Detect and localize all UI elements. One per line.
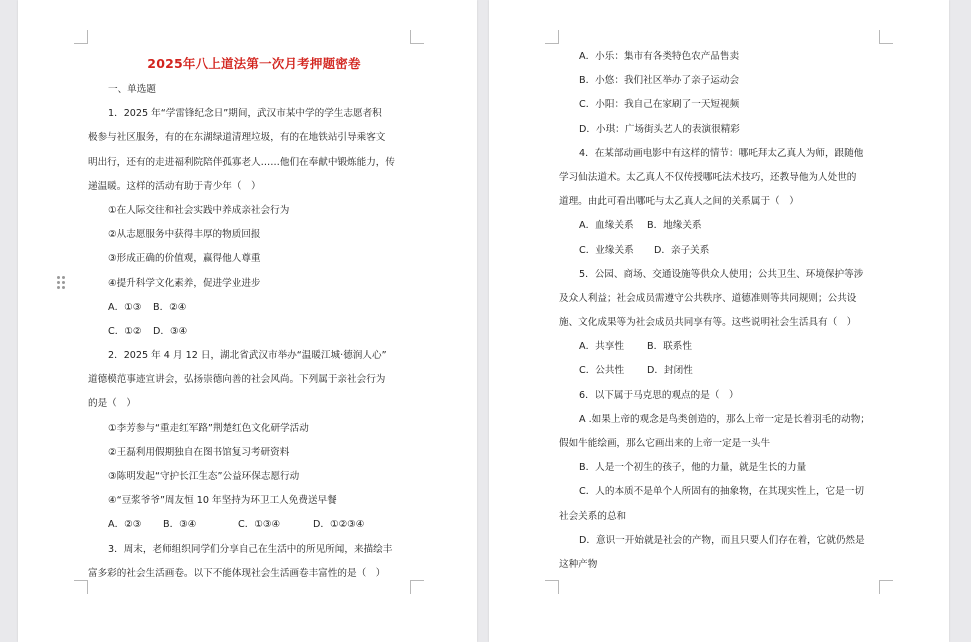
option-a: A．小乐：集市有各类特色农产品售卖 (579, 51, 740, 62)
question-1-statement: ②从志愿服务中获得丰厚的物质回报 (108, 229, 261, 241)
question-6-stem: 6．以下属于马克思的观点的是（ ） (579, 389, 739, 401)
question-1-statement: ④提升科学文化素养，促进学业进步 (108, 277, 261, 289)
option-c: C．业缘关系 (579, 244, 634, 256)
question-2-stem-line: 的是（ ） (88, 398, 136, 410)
page-2-content[interactable] (559, 45, 891, 577)
question-1-stem-line: 极参与社区服务，有的在东湖绿道清理垃圾，有的在地铁站引导乘客文 (88, 132, 386, 144)
drag-handle-icon[interactable] (57, 276, 65, 290)
question-2-options-row (88, 513, 420, 537)
question-4-options-row (559, 214, 891, 238)
document-page-2 (489, 0, 949, 642)
question-5-options-row (559, 335, 891, 359)
margin-corner-bottom-left (545, 580, 559, 594)
question-2-statement: ③陈明发起“守护长江生态”公益环保志愿行动 (108, 471, 300, 482)
question-2 (88, 344, 420, 538)
option-b: B．地缘关系 (647, 220, 702, 232)
option-d: D．意识一开始就是社会的产物，而且只要人们存在着，它就仍然是 (579, 534, 865, 546)
question-2-stem-line: 道德模范事迹宣讲会，弘扬崇德向善的社会风尚。下列属于亲社会行为 (88, 374, 386, 386)
question-2-statement: ②王磊利用假期独自在图书馆复习考研资料 (108, 446, 290, 458)
margin-corner-top-left (74, 30, 88, 44)
question-3 (88, 538, 420, 586)
question-1-stem-line: 递温暖。这样的活动有助于青少年（ ） (88, 180, 261, 192)
option-a-continued: 假如牛能绘画，那么它画出来的上帝一定是一头牛 (559, 438, 771, 449)
option-b: B．小悠：我们社区举办了亲子运动会 (579, 75, 740, 87)
question-5-options-row (559, 359, 891, 383)
option-c: C．小阳：我自己在家刷了一天短视频 (579, 99, 740, 111)
question-2-statement: ④“豆浆爷爷”周友恒 10 年坚持为环卫工人免费送早餐 (108, 495, 337, 507)
option-d: D．③④ (153, 325, 188, 337)
question-5-stem-line: 及众人利益；社会成员需遵守公共秩序、道德准则等共同规则；公共设 (559, 292, 857, 304)
section-heading: 一、单选题 (108, 84, 156, 95)
question-3-stem-line: 富多彩的社会生活画卷。以下不能体现社会生活画卷丰富性的是（ ） (88, 567, 386, 579)
option-c-continued: 社会关系的总和 (559, 510, 627, 522)
question-5-stem-line: 5．公园、商场、交通设施等供众人使用；公共卫生、环境保护等涉 (579, 268, 864, 280)
option-c: C．公共性 (579, 365, 625, 377)
option-d-continued: 这种产物 (559, 558, 598, 570)
option-a: A．①③ (108, 301, 142, 313)
document-page-1 (18, 0, 477, 642)
question-1-stem-line: 明出行，还有的走进福利院陪伴孤寡老人……他们在奉献中锻炼能力，传 (88, 156, 395, 168)
margin-corner-top-right (410, 30, 424, 44)
question-2-stem-line: 2．2025 年 4 月 12 日，湖北省武汉市举办“温暖江城·德润人心” (108, 350, 387, 362)
question-6 (559, 384, 891, 578)
option-c: C．人的本质不是单个人所固有的抽象物，在其现实性上，它是一切 (579, 486, 864, 498)
question-4-stem-line: 4．在某部动画电影中有这样的情节：哪吒拜太乙真人为师，跟随他 (579, 147, 864, 159)
option-b: B．人是一个初生的孩子，他的力量，就是生长的力量 (579, 462, 807, 474)
margin-corner-bottom-right (879, 580, 893, 594)
margin-corner-top-right (879, 30, 893, 44)
question-2-statement: ①李芳参与“重走红军路”荆楚红色文化研学活动 (108, 422, 309, 434)
question-1-statement: ③形成正确的价值观，赢得他人尊重 (108, 253, 261, 265)
question-5 (559, 263, 891, 384)
option-d: D．小琪：广场街头艺人的表演很精彩 (579, 123, 740, 135)
question-1-options-row (88, 320, 420, 344)
margin-corner-top-left (545, 30, 559, 44)
page-1-content[interactable] (88, 54, 420, 586)
question-1 (88, 102, 420, 344)
document-title: 2025年八上道法第一次月考押题密卷 (147, 56, 361, 71)
option-b: B．②④ (153, 301, 187, 313)
question-5-stem-line: 施、文化成果等为社会成员共同享有等。这些说明社会生活具有（ ） (559, 317, 857, 329)
option-a: A．血缘关系 (579, 220, 634, 232)
option-b: B．联系性 (647, 341, 692, 353)
question-3-stem-line: 3．周末，老师组织同学们分享自己在生活中的所见所闻，来描绘丰 (108, 543, 393, 555)
option-a: A .如果上帝的观念是鸟类创造的，那么上帝一定是长着羽毛的动物； (579, 413, 870, 425)
question-1-statement: ①在人际交往和社会实践中养成亲社会行为 (108, 204, 290, 216)
question-1-options-row (88, 296, 420, 320)
option-d: D．①②③④ (313, 519, 365, 531)
margin-corner-bottom-left (74, 580, 88, 594)
question-1-stem-line: 1．2025 年“学雷锋纪念日”期间，武汉市某中学的学生志愿者积 (108, 108, 382, 120)
question-4-options-row (559, 239, 891, 263)
option-c: C．①② (108, 325, 142, 337)
option-c: C．①③④ (238, 519, 281, 531)
question-4-stem-line: 学习仙法道术。太乙真人不仅传授哪吒法术技巧，还教导他为人处世的 (559, 171, 857, 183)
option-d: D．亲子关系 (654, 244, 710, 256)
option-d: D．封闭性 (647, 365, 693, 377)
option-b: B．③④ (163, 519, 197, 531)
question-4 (559, 142, 891, 263)
question-4-stem-line: 道理。由此可看出哪吒与太乙真人之间的关系属于（ ） (559, 196, 799, 208)
option-a: A．②③ (108, 519, 142, 531)
option-a: A．共享性 (579, 341, 624, 353)
question-3-options (559, 45, 891, 142)
